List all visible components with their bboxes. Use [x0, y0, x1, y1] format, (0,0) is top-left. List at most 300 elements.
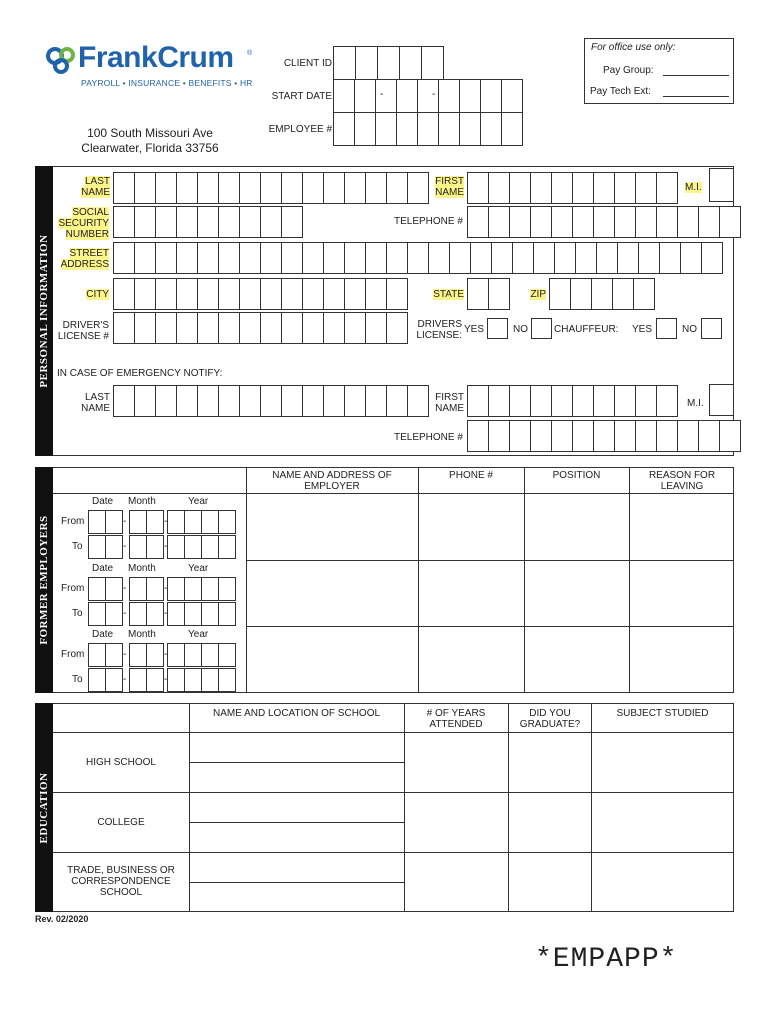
- address-line-1: 100 South Missouri Ave: [87, 126, 213, 140]
- employment-to-date-box[interactable]: [146, 668, 164, 692]
- employment-from-date-box[interactable]: [105, 510, 123, 534]
- ssn-field[interactable]: [113, 206, 302, 238]
- char-box[interactable]: [239, 312, 261, 344]
- char-box[interactable]: [488, 206, 510, 238]
- char-box[interactable]: [593, 172, 615, 204]
- date-dash: -: [164, 649, 168, 660]
- char-box[interactable]: [302, 385, 324, 417]
- char-box[interactable]: [593, 420, 615, 452]
- char-box[interactable]: [612, 278, 634, 310]
- start-date-field[interactable]: [333, 79, 522, 113]
- chauffeur-yes-checkbox[interactable]: [656, 318, 677, 339]
- date-dash: -: [164, 583, 168, 594]
- former-col-position: POSITION: [552, 470, 601, 481]
- char-box[interactable]: [428, 242, 450, 274]
- char-box[interactable]: [551, 172, 573, 204]
- employment-from-date-box[interactable]: [88, 643, 106, 667]
- char-box[interactable]: [633, 278, 655, 310]
- personal-info-section-bar: [35, 166, 53, 456]
- char-box[interactable]: [134, 242, 156, 274]
- char-box[interactable]: [551, 420, 573, 452]
- char-box[interactable]: [596, 242, 618, 274]
- employment-to-date-box[interactable]: [105, 602, 123, 626]
- char-box[interactable]: [197, 206, 219, 238]
- char-box[interactable]: [113, 278, 135, 310]
- char-box[interactable]: [218, 312, 240, 344]
- char-box[interactable]: [155, 172, 177, 204]
- char-box[interactable]: [113, 242, 135, 274]
- employment-from-date-box[interactable]: [184, 643, 202, 667]
- char-box[interactable]: [218, 172, 240, 204]
- employment-from-date-box[interactable]: [146, 577, 164, 601]
- employment-from-date-box[interactable]: [146, 643, 164, 667]
- char-box[interactable]: [302, 172, 324, 204]
- employment-from-label: From: [61, 649, 85, 660]
- edu-header-divider: [53, 732, 734, 733]
- dl-yes-checkbox[interactable]: [487, 318, 508, 339]
- char-box[interactable]: [701, 242, 723, 274]
- char-box[interactable]: [467, 206, 489, 238]
- employment-to-date-box[interactable]: [129, 668, 147, 692]
- char-box[interactable]: [399, 46, 422, 82]
- char-box[interactable]: [407, 172, 429, 204]
- edu-col-divider-1: [189, 703, 190, 912]
- emergency-last-name-label: LAST NAME: [81, 392, 110, 414]
- char-box[interactable]: [239, 242, 261, 274]
- char-box[interactable]: [134, 206, 156, 238]
- employment-from-date-box[interactable]: [218, 577, 236, 601]
- char-box[interactable]: [551, 385, 573, 417]
- char-box[interactable]: [438, 112, 460, 146]
- char-box[interactable]: [333, 112, 355, 146]
- dl-no-checkbox[interactable]: [531, 318, 552, 339]
- char-box[interactable]: [386, 385, 408, 417]
- char-box[interactable]: [417, 79, 439, 113]
- emergency-telephone-label: TELEPHONE #: [394, 432, 463, 443]
- char-box[interactable]: [344, 172, 366, 204]
- char-box[interactable]: [354, 79, 376, 113]
- edu-row-high-school: HIGH SCHOOL: [85, 757, 156, 768]
- emergency-telephone-field[interactable]: [467, 420, 740, 452]
- mi-field[interactable]: [709, 168, 734, 202]
- employment-from-date-box[interactable]: [129, 643, 147, 667]
- pay-group-line[interactable]: [663, 75, 729, 76]
- char-box[interactable]: [239, 385, 261, 417]
- edu-row-trade: TRADE, BUSINESS OR CORRESPONDENCE SCHOOL: [67, 865, 175, 898]
- date-dash: -: [123, 649, 127, 660]
- former-col-divider-2: [418, 467, 419, 693]
- char-box[interactable]: [635, 172, 657, 204]
- employment-from-date-box[interactable]: [201, 510, 219, 534]
- employment-to-date-box[interactable]: [105, 535, 123, 559]
- former-col-divider-1: [246, 467, 247, 693]
- client-id-label: CLIENT ID: [283, 58, 332, 69]
- edu-col-school: NAME AND LOCATION OF SCHOOL: [212, 708, 381, 719]
- revision-label: Rev. 02/2020: [35, 914, 89, 924]
- char-box[interactable]: [176, 312, 198, 344]
- char-box[interactable]: [333, 79, 355, 113]
- char-box[interactable]: [239, 278, 261, 310]
- char-box[interactable]: [570, 278, 592, 310]
- pay-tech-line[interactable]: [663, 96, 729, 97]
- char-box[interactable]: [365, 385, 387, 417]
- char-box[interactable]: [281, 385, 303, 417]
- city-field[interactable]: [113, 278, 407, 310]
- edu-row-divider-2: [53, 852, 734, 853]
- employment-from-date-box[interactable]: [146, 510, 164, 534]
- char-box[interactable]: [281, 312, 303, 344]
- pay-group-label: Pay Group:: [603, 65, 654, 76]
- char-box[interactable]: [549, 278, 571, 310]
- city-label: CITY: [86, 289, 109, 300]
- char-box[interactable]: [155, 312, 177, 344]
- zip-field[interactable]: [549, 278, 654, 310]
- personal-info-section-title: PERSONAL INFORMATION: [38, 234, 50, 388]
- char-box[interactable]: [218, 206, 240, 238]
- date-header: Date: [92, 496, 114, 507]
- employment-to-date-box[interactable]: [201, 668, 219, 692]
- client-id-field[interactable]: [333, 46, 443, 82]
- date-dash: -: [123, 608, 127, 619]
- char-box[interactable]: [480, 112, 502, 146]
- emergency-last-name-field[interactable]: [113, 385, 428, 417]
- char-box[interactable]: [386, 278, 408, 310]
- first-name-field[interactable]: [467, 172, 677, 204]
- employment-to-date-box[interactable]: [146, 535, 164, 559]
- char-box[interactable]: [614, 420, 636, 452]
- char-box[interactable]: [501, 112, 523, 146]
- employment-to-date-box[interactable]: [218, 668, 236, 692]
- month-header: Month: [128, 629, 156, 640]
- char-box[interactable]: [572, 420, 594, 452]
- employee-number-label: EMPLOYEE #: [268, 124, 332, 135]
- char-box[interactable]: [344, 278, 366, 310]
- char-box[interactable]: [197, 242, 219, 274]
- char-box[interactable]: [407, 242, 429, 274]
- char-box[interactable]: [302, 242, 324, 274]
- char-box[interactable]: [386, 172, 408, 204]
- char-box[interactable]: [134, 385, 156, 417]
- former-row-divider-2: [246, 626, 734, 627]
- education-section-title: EDUCATION: [38, 772, 50, 843]
- char-box[interactable]: [467, 385, 489, 417]
- char-box[interactable]: [438, 79, 460, 113]
- logo-mark-icon: [44, 46, 78, 74]
- start-date-label: START DATE: [271, 91, 332, 102]
- char-box[interactable]: [176, 242, 198, 274]
- employment-to-date-box[interactable]: [218, 602, 236, 626]
- employment-from-date-box[interactable]: [88, 510, 106, 534]
- chauffeur-no-checkbox[interactable]: [701, 318, 722, 339]
- char-box[interactable]: [218, 385, 240, 417]
- employment-from-date-box[interactable]: [167, 643, 185, 667]
- char-box[interactable]: [459, 79, 481, 113]
- char-box[interactable]: [302, 278, 324, 310]
- char-box[interactable]: [572, 206, 594, 238]
- mi-label: M.I.: [685, 182, 702, 193]
- employment-to-date-box[interactable]: [167, 668, 185, 692]
- char-box[interactable]: [617, 242, 639, 274]
- employment-to-date-box[interactable]: [218, 535, 236, 559]
- char-box[interactable]: [530, 420, 552, 452]
- char-box[interactable]: [488, 172, 510, 204]
- employment-to-date-box[interactable]: [201, 535, 219, 559]
- char-box[interactable]: [680, 242, 702, 274]
- char-box[interactable]: [509, 385, 531, 417]
- chauffeur-no-label: NO: [682, 324, 697, 335]
- employment-to-label: To: [72, 674, 83, 685]
- char-box[interactable]: [134, 172, 156, 204]
- former-employers-section-title: FORMER EMPLOYERS: [38, 515, 50, 645]
- char-box[interactable]: [488, 385, 510, 417]
- char-box[interactable]: [491, 242, 513, 274]
- char-box[interactable]: [239, 172, 261, 204]
- form-barcode-text: *EMPAPP*: [535, 944, 678, 975]
- char-box[interactable]: [155, 385, 177, 417]
- office-use-title: For office use only:: [591, 42, 676, 53]
- employment-to-date-box[interactable]: [184, 535, 202, 559]
- char-box[interactable]: [260, 206, 282, 238]
- char-box[interactable]: [260, 242, 282, 274]
- employment-from-date-box[interactable]: [184, 510, 202, 534]
- char-box[interactable]: [480, 79, 502, 113]
- char-box[interactable]: [614, 206, 636, 238]
- char-box[interactable]: [113, 172, 135, 204]
- telephone-field[interactable]: [467, 206, 740, 238]
- edu-col-divider-2: [404, 703, 405, 912]
- edu-sub-divider-3: [189, 882, 404, 883]
- char-box[interactable]: [698, 420, 720, 452]
- char-box[interactable]: [113, 312, 135, 344]
- employment-to-date-box[interactable]: [88, 535, 106, 559]
- char-box[interactable]: [698, 206, 720, 238]
- char-box[interactable]: [509, 206, 531, 238]
- char-box[interactable]: [323, 242, 345, 274]
- ssn-label: SOCIAL SECURITY NUMBER: [58, 207, 109, 240]
- former-col-divider-3: [524, 467, 525, 693]
- employment-to-date-box[interactable]: [129, 602, 147, 626]
- char-box[interactable]: [134, 278, 156, 310]
- char-box[interactable]: [396, 112, 418, 146]
- char-box[interactable]: [218, 242, 240, 274]
- char-box[interactable]: [551, 206, 573, 238]
- pay-tech-label: Pay Tech Ext:: [590, 86, 651, 97]
- char-box[interactable]: [197, 312, 219, 344]
- char-box[interactable]: [218, 278, 240, 310]
- last-name-label: LAST NAME: [81, 176, 110, 198]
- employment-from-date-box[interactable]: [201, 577, 219, 601]
- char-box[interactable]: [659, 242, 681, 274]
- zip-label: ZIP: [530, 289, 546, 300]
- office-use-box: [584, 38, 734, 104]
- char-box[interactable]: [593, 206, 615, 238]
- char-box[interactable]: [260, 385, 282, 417]
- date-dash: -: [164, 608, 168, 619]
- char-box[interactable]: [134, 312, 156, 344]
- char-box[interactable]: [176, 206, 198, 238]
- employment-to-date-box[interactable]: [146, 602, 164, 626]
- logo-wordmark: FrankCrum: [78, 41, 234, 74]
- char-box[interactable]: [638, 242, 660, 274]
- char-box[interactable]: [614, 385, 636, 417]
- employment-to-date-box[interactable]: [167, 602, 185, 626]
- char-box[interactable]: [467, 420, 489, 452]
- char-box[interactable]: [656, 172, 678, 204]
- char-box[interactable]: [281, 278, 303, 310]
- char-box[interactable]: [656, 206, 678, 238]
- char-box[interactable]: [377, 46, 400, 82]
- char-box[interactable]: [239, 206, 261, 238]
- char-box[interactable]: [591, 278, 613, 310]
- char-box[interactable]: [488, 420, 510, 452]
- char-box[interactable]: [719, 420, 741, 452]
- char-box[interactable]: [656, 385, 678, 417]
- char-box[interactable]: [530, 385, 552, 417]
- char-box[interactable]: [386, 312, 408, 344]
- char-box[interactable]: [572, 385, 594, 417]
- char-box[interactable]: [614, 172, 636, 204]
- employment-from-date-box[interactable]: [129, 577, 147, 601]
- char-box[interactable]: [509, 420, 531, 452]
- emergency-first-name-field[interactable]: [467, 385, 677, 417]
- char-box[interactable]: [467, 278, 489, 310]
- char-box[interactable]: [512, 242, 534, 274]
- date-dash: -: [123, 583, 127, 594]
- char-box[interactable]: [354, 112, 376, 146]
- char-box[interactable]: [421, 46, 444, 82]
- char-box[interactable]: [365, 312, 387, 344]
- education-section-bar: [35, 703, 53, 912]
- char-box[interactable]: [635, 420, 657, 452]
- char-box[interactable]: [323, 278, 345, 310]
- employment-from-date-box[interactable]: [218, 643, 236, 667]
- char-box[interactable]: [501, 79, 523, 113]
- char-box[interactable]: [197, 278, 219, 310]
- employment-to-date-box[interactable]: [184, 668, 202, 692]
- street-address-field[interactable]: [113, 242, 722, 274]
- char-box[interactable]: [323, 312, 345, 344]
- char-box[interactable]: [375, 112, 397, 146]
- char-box[interactable]: [407, 385, 429, 417]
- employment-from-date-box[interactable]: [105, 643, 123, 667]
- char-box[interactable]: [197, 385, 219, 417]
- char-box[interactable]: [572, 172, 594, 204]
- char-box[interactable]: [593, 385, 615, 417]
- char-box[interactable]: [488, 278, 510, 310]
- char-box[interactable]: [375, 79, 397, 113]
- employment-from-date-box[interactable]: [184, 577, 202, 601]
- char-box[interactable]: [530, 206, 552, 238]
- employment-to-date-box[interactable]: [167, 535, 185, 559]
- month-header: Month: [128, 496, 156, 507]
- char-box[interactable]: [656, 420, 678, 452]
- employment-from-date-box[interactable]: [129, 510, 147, 534]
- edu-sub-divider-1: [189, 762, 404, 763]
- char-box[interactable]: [155, 242, 177, 274]
- char-box[interactable]: [554, 242, 576, 274]
- char-box[interactable]: [365, 172, 387, 204]
- char-box[interactable]: [635, 385, 657, 417]
- char-box[interactable]: [155, 206, 177, 238]
- employment-from-date-box[interactable]: [88, 577, 106, 601]
- char-box[interactable]: [459, 112, 481, 146]
- char-box[interactable]: [344, 312, 366, 344]
- employment-to-date-box[interactable]: [201, 602, 219, 626]
- char-box[interactable]: [365, 242, 387, 274]
- employment-to-date-box[interactable]: [105, 668, 123, 692]
- char-box[interactable]: [281, 206, 303, 238]
- char-box[interactable]: [355, 46, 378, 82]
- char-box[interactable]: [344, 242, 366, 274]
- char-box[interactable]: [333, 46, 356, 82]
- char-box[interactable]: [260, 278, 282, 310]
- char-box[interactable]: [509, 172, 531, 204]
- employment-to-date-box[interactable]: [88, 602, 106, 626]
- char-box[interactable]: [530, 172, 552, 204]
- edu-col-graduate: DID YOU GRADUATE?: [519, 708, 581, 730]
- char-box[interactable]: [281, 242, 303, 274]
- char-box[interactable]: [365, 278, 387, 310]
- emergency-mi-field[interactable]: [709, 384, 734, 416]
- char-box[interactable]: [323, 172, 345, 204]
- char-box[interactable]: [417, 112, 439, 146]
- employment-from-date-box[interactable]: [167, 510, 185, 534]
- char-box[interactable]: [467, 172, 489, 204]
- char-box[interactable]: [260, 172, 282, 204]
- char-box[interactable]: [719, 206, 741, 238]
- char-box[interactable]: [449, 242, 471, 274]
- last-name-field[interactable]: [113, 172, 428, 204]
- char-box[interactable]: [677, 206, 699, 238]
- start-date-dash-2: -: [432, 89, 436, 100]
- char-box[interactable]: [281, 172, 303, 204]
- employment-to-date-box[interactable]: [184, 602, 202, 626]
- char-box[interactable]: [386, 242, 408, 274]
- employee-number-field[interactable]: [333, 112, 522, 146]
- char-box[interactable]: [575, 242, 597, 274]
- drivers-license-number-field[interactable]: [113, 312, 407, 344]
- employment-to-date-box[interactable]: [129, 535, 147, 559]
- char-box[interactable]: [344, 385, 366, 417]
- char-box[interactable]: [533, 242, 555, 274]
- former-header-divider: [53, 493, 734, 494]
- employment-from-date-box[interactable]: [105, 577, 123, 601]
- employment-from-date-box[interactable]: [201, 643, 219, 667]
- char-box[interactable]: [176, 278, 198, 310]
- date-dash: -: [164, 674, 168, 685]
- char-box[interactable]: [113, 206, 135, 238]
- char-box[interactable]: [197, 172, 219, 204]
- char-box[interactable]: [155, 278, 177, 310]
- char-box[interactable]: [113, 385, 135, 417]
- drivers-license-number-label: DRIVER'S LICENSE #: [57, 320, 109, 342]
- company-address: [60, 126, 240, 156]
- char-box[interactable]: [176, 385, 198, 417]
- employment-from-date-box[interactable]: [218, 510, 236, 534]
- employment-to-date-box[interactable]: [88, 668, 106, 692]
- employment-from-date-box[interactable]: [167, 577, 185, 601]
- char-box[interactable]: [635, 206, 657, 238]
- char-box[interactable]: [260, 312, 282, 344]
- char-box[interactable]: [302, 312, 324, 344]
- state-field[interactable]: [467, 278, 509, 310]
- former-col-employer: NAME AND ADDRESS OF EMPLOYER: [272, 470, 392, 492]
- char-box[interactable]: [396, 79, 418, 113]
- char-box[interactable]: [677, 420, 699, 452]
- char-box[interactable]: [470, 242, 492, 274]
- char-box[interactable]: [323, 385, 345, 417]
- char-box[interactable]: [176, 172, 198, 204]
